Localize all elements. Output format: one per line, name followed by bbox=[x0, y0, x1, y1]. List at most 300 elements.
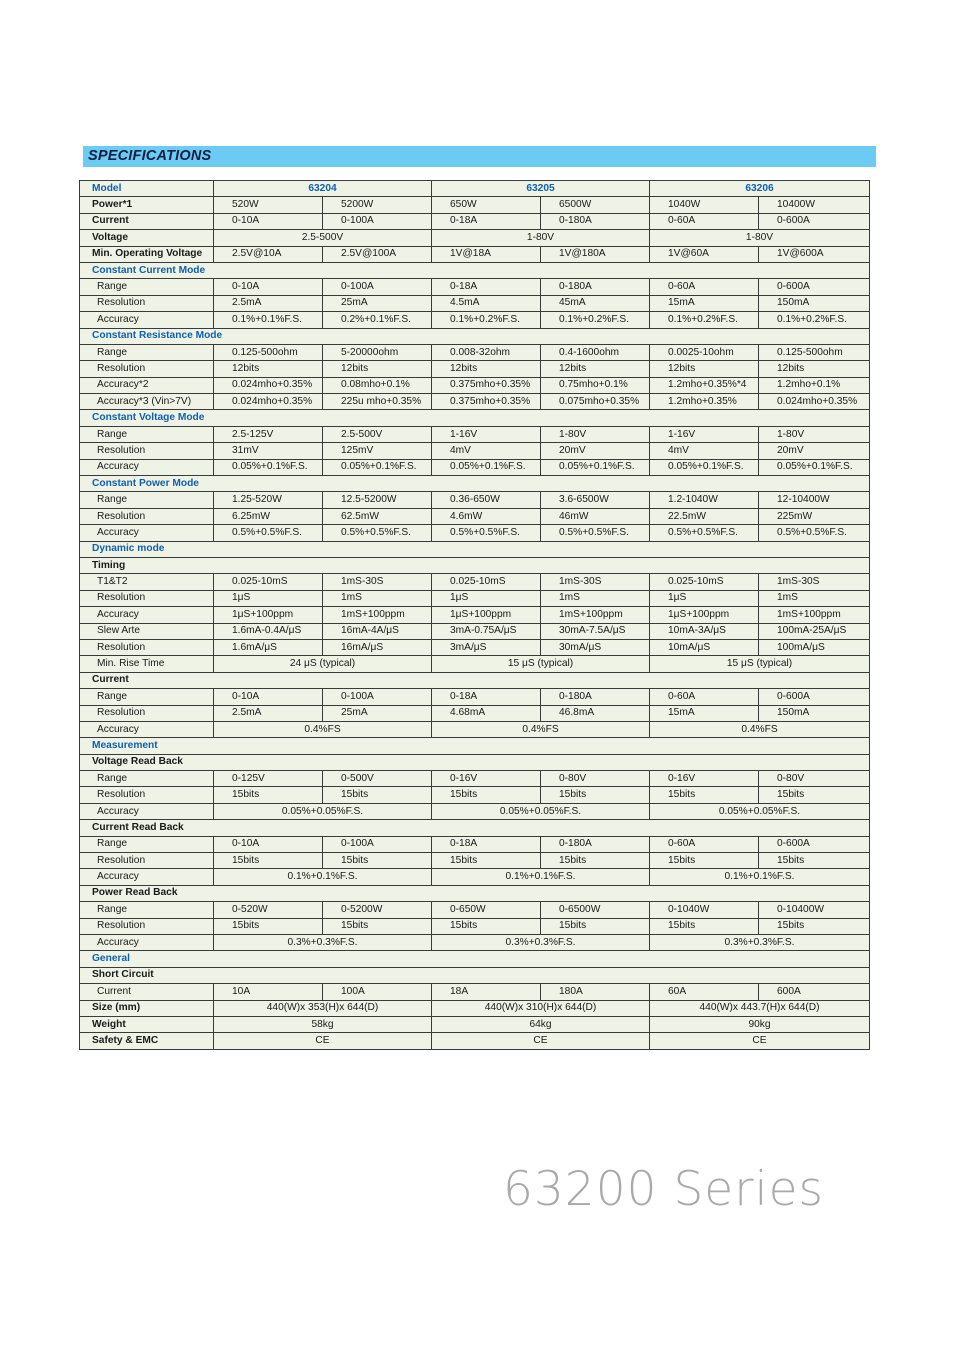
table-cell: 0-180A bbox=[541, 689, 650, 705]
table-cell: 0.5%+0.5%F.S. bbox=[214, 525, 323, 541]
row-label: Voltage Read Back bbox=[80, 754, 870, 770]
section-label: Constant Power Mode bbox=[80, 476, 870, 492]
table-cell: 5-20000ohm bbox=[323, 344, 432, 360]
section-row bbox=[80, 262, 870, 278]
table-row bbox=[80, 984, 870, 1000]
table-cell: 180A bbox=[541, 984, 650, 1000]
table-cell: 1-16V bbox=[650, 426, 759, 442]
section-row bbox=[80, 410, 870, 426]
table-row bbox=[80, 508, 870, 524]
row-label: Range bbox=[80, 492, 214, 508]
table-cell: 0-16V bbox=[432, 771, 541, 787]
table-cell: 0-18A bbox=[432, 279, 541, 295]
table-cell: 0-18A bbox=[432, 836, 541, 852]
table-cell: 0.5%+0.5%F.S. bbox=[759, 525, 870, 541]
row-label: Resolution bbox=[80, 361, 214, 377]
table-row bbox=[80, 639, 870, 655]
table-cell: 1mS-30S bbox=[541, 574, 650, 590]
table-cell: 15 μS (typical) bbox=[650, 656, 870, 672]
table-cell: 0.05%+0.1%F.S. bbox=[541, 459, 650, 475]
table-cell: 15bits bbox=[323, 787, 432, 803]
table-row bbox=[80, 918, 870, 934]
table-cell: 2.5-125V bbox=[214, 426, 323, 442]
table-cell: 25mA bbox=[323, 705, 432, 721]
table-cell: 2.5V@10A bbox=[214, 246, 323, 262]
table-cell: 0.125-500ohm bbox=[759, 344, 870, 360]
table-cell: 0.024mho+0.35% bbox=[214, 377, 323, 393]
table-cell: 0.05%+0.1%F.S. bbox=[650, 459, 759, 475]
row-label: T1&T2 bbox=[80, 574, 214, 590]
table-cell: 1.2mho+0.1% bbox=[759, 377, 870, 393]
group-row bbox=[80, 967, 870, 983]
table-cell: 440(W)x 443.7(H)x 644(D) bbox=[650, 1000, 870, 1016]
row-label: Range bbox=[80, 771, 214, 787]
table-cell: 0.1%+0.1%F.S. bbox=[214, 312, 323, 328]
table-cell: 15 μS (typical) bbox=[432, 656, 650, 672]
table-cell: 6500W bbox=[541, 197, 650, 213]
table-row bbox=[80, 1000, 870, 1016]
table-cell: 15bits bbox=[323, 918, 432, 934]
row-label: Range bbox=[80, 689, 214, 705]
table-cell: 2.5mA bbox=[214, 295, 323, 311]
table-cell: 1.2mho+0.35% bbox=[650, 394, 759, 410]
row-label: Range bbox=[80, 279, 214, 295]
table-cell: 15bits bbox=[541, 853, 650, 869]
table-cell: 0-100A bbox=[323, 279, 432, 295]
table-row bbox=[80, 902, 870, 918]
table-row bbox=[80, 394, 870, 410]
table-cell: 0.08mho+0.1% bbox=[323, 377, 432, 393]
group-row bbox=[80, 557, 870, 573]
group-row bbox=[80, 672, 870, 688]
table-cell: 0.3%+0.3%F.S. bbox=[214, 934, 432, 950]
table-cell: 0.025-10mS bbox=[214, 574, 323, 590]
row-label: Short Circuit bbox=[80, 967, 870, 983]
table-cell: 650W bbox=[432, 197, 541, 213]
table-cell: 0-10A bbox=[214, 836, 323, 852]
table-cell: 1μS+100ppm bbox=[432, 607, 541, 623]
table-cell: 1V@180A bbox=[541, 246, 650, 262]
row-label: Current bbox=[80, 984, 214, 1000]
table-cell: 15bits bbox=[432, 853, 541, 869]
table-cell: 12.5-5200W bbox=[323, 492, 432, 508]
table-cell: 12bits bbox=[214, 361, 323, 377]
table-cell: 0-180A bbox=[541, 279, 650, 295]
row-label: Min. Rise Time bbox=[80, 656, 214, 672]
table-cell: 0.5%+0.5%F.S. bbox=[650, 525, 759, 541]
row-label: Range bbox=[80, 902, 214, 918]
table-cell: 25mA bbox=[323, 295, 432, 311]
row-label: Current bbox=[80, 213, 214, 229]
table-cell: 64kg bbox=[432, 1016, 650, 1032]
table-cell: 0.05%+0.05%F.S. bbox=[214, 803, 432, 819]
table-cell: 58kg bbox=[214, 1016, 432, 1032]
row-label: Accuracy bbox=[80, 607, 214, 623]
table-cell: 0.3%+0.3%F.S. bbox=[432, 934, 650, 950]
table-cell: 1-16V bbox=[432, 426, 541, 442]
table-cell: 1mS-30S bbox=[323, 574, 432, 590]
table-cell: 0.4%FS bbox=[432, 721, 650, 737]
table-cell: 0-600A bbox=[759, 689, 870, 705]
table-row bbox=[80, 853, 870, 869]
table-cell: 0.025-10mS bbox=[650, 574, 759, 590]
table-row bbox=[80, 787, 870, 803]
table-cell: 1.6mA/μS bbox=[214, 639, 323, 655]
table-cell: 440(W)x 310(H)x 644(D) bbox=[432, 1000, 650, 1016]
table-cell: 1V@600A bbox=[759, 246, 870, 262]
model-header: 63204 bbox=[214, 181, 432, 197]
table-cell: 15bits bbox=[541, 918, 650, 934]
section-row bbox=[80, 541, 870, 557]
table-row bbox=[80, 1016, 870, 1032]
table-cell: 15bits bbox=[214, 853, 323, 869]
table-cell: 3mA-0.75A/μS bbox=[432, 623, 541, 639]
table-cell: 0-18A bbox=[432, 213, 541, 229]
table-cell: 0-60A bbox=[650, 213, 759, 229]
table-cell: 12bits bbox=[323, 361, 432, 377]
table-cell: 150mA bbox=[759, 705, 870, 721]
row-label: Range bbox=[80, 426, 214, 442]
row-label: Resolution bbox=[80, 590, 214, 606]
table-cell: 24 μS (typical) bbox=[214, 656, 432, 672]
table-cell: 0-100A bbox=[323, 213, 432, 229]
table-row bbox=[80, 213, 870, 229]
table-cell: 45mA bbox=[541, 295, 650, 311]
table-cell: 0.1%+0.2%F.S. bbox=[432, 312, 541, 328]
section-label: Constant Voltage Mode bbox=[80, 410, 870, 426]
table-cell: 0-18A bbox=[432, 689, 541, 705]
table-cell: 10400W bbox=[759, 197, 870, 213]
table-cell: 0.375mho+0.35% bbox=[432, 394, 541, 410]
table-cell: CE bbox=[650, 1033, 870, 1049]
table-cell: 60A bbox=[650, 984, 759, 1000]
table-cell: 15bits bbox=[650, 918, 759, 934]
table-cell: 1.6mA-0.4A/μS bbox=[214, 623, 323, 639]
table-cell: 16mA/μS bbox=[323, 639, 432, 655]
table-cell: 440(W)x 353(H)x 644(D) bbox=[214, 1000, 432, 1016]
table-cell: 4.5mA bbox=[432, 295, 541, 311]
table-cell: 520W bbox=[214, 197, 323, 213]
table-cell: 0-6500W bbox=[541, 902, 650, 918]
table-cell: 16mA-4A/μS bbox=[323, 623, 432, 639]
table-cell: 0.1%+0.2%F.S. bbox=[650, 312, 759, 328]
table-cell: 0-520W bbox=[214, 902, 323, 918]
table-cell: 1V@60A bbox=[650, 246, 759, 262]
table-cell: 125mV bbox=[323, 443, 432, 459]
table-cell: 0.05%+0.1%F.S. bbox=[759, 459, 870, 475]
table-cell: 0-60A bbox=[650, 836, 759, 852]
table-row bbox=[80, 574, 870, 590]
row-label: Accuracy bbox=[80, 869, 214, 885]
table-cell: 1μS+100ppm bbox=[650, 607, 759, 623]
table-row bbox=[80, 377, 870, 393]
table-cell: 15bits bbox=[650, 853, 759, 869]
row-label: Resolution bbox=[80, 443, 214, 459]
table-cell: 15mA bbox=[650, 705, 759, 721]
table-cell: 0.1%+0.1%F.S. bbox=[432, 869, 650, 885]
table-cell: 1-80V bbox=[541, 426, 650, 442]
model-header: 63206 bbox=[650, 181, 870, 197]
table-cell: 22.5mW bbox=[650, 508, 759, 524]
table-cell: 1mS bbox=[541, 590, 650, 606]
section-row bbox=[80, 738, 870, 754]
table-cell: 1.2-1040W bbox=[650, 492, 759, 508]
row-label: Power Read Back bbox=[80, 885, 870, 901]
table-cell: 15bits bbox=[432, 918, 541, 934]
table-cell: 0-500V bbox=[323, 771, 432, 787]
table-row bbox=[80, 1033, 870, 1049]
table-cell: 0.024mho+0.35% bbox=[759, 394, 870, 410]
table-cell: 46.8mA bbox=[541, 705, 650, 721]
table-row bbox=[80, 443, 870, 459]
table-cell: 1μS bbox=[214, 590, 323, 606]
table-cell: 12bits bbox=[759, 361, 870, 377]
table-cell: 150mA bbox=[759, 295, 870, 311]
table-cell: 1mS+100ppm bbox=[759, 607, 870, 623]
row-label: Accuracy*2 bbox=[80, 377, 214, 393]
table-cell: 12bits bbox=[432, 361, 541, 377]
row-label: Resolution bbox=[80, 853, 214, 869]
table-cell: 0.1%+0.2%F.S. bbox=[541, 312, 650, 328]
table-cell: 6.25mW bbox=[214, 508, 323, 524]
table-cell: 1mS bbox=[759, 590, 870, 606]
table-cell: 0-5200W bbox=[323, 902, 432, 918]
table-cell: 46mW bbox=[541, 508, 650, 524]
table-cell: 2.5V@100A bbox=[323, 246, 432, 262]
table-cell: 0-180A bbox=[541, 213, 650, 229]
row-label: Accuracy bbox=[80, 934, 214, 950]
table-cell: 0.4%FS bbox=[650, 721, 870, 737]
table-row bbox=[80, 623, 870, 639]
section-row bbox=[80, 476, 870, 492]
table-cell: 0.0025-10ohm bbox=[650, 344, 759, 360]
table-cell: 0.05%+0.1%F.S. bbox=[214, 459, 323, 475]
table-cell: 1mS-30S bbox=[759, 574, 870, 590]
specifications-heading: SPECIFICATIONS bbox=[88, 148, 212, 164]
table-cell: 15bits bbox=[214, 787, 323, 803]
table-cell: 0.05%+0.05%F.S. bbox=[650, 803, 870, 819]
row-label: Accuracy*3 (Vin>7V) bbox=[80, 394, 214, 410]
table-cell: 15bits bbox=[541, 787, 650, 803]
table-cell: 20mV bbox=[759, 443, 870, 459]
table-cell: 100mA-25A/μS bbox=[759, 623, 870, 639]
model-header: 63205 bbox=[432, 181, 650, 197]
table-cell: 31mV bbox=[214, 443, 323, 459]
row-label: Accuracy bbox=[80, 525, 214, 541]
table-row bbox=[80, 836, 870, 852]
table-cell: 0.5%+0.5%F.S. bbox=[323, 525, 432, 541]
table-row bbox=[80, 279, 870, 295]
table-row bbox=[80, 656, 870, 672]
table-cell: 225mW bbox=[759, 508, 870, 524]
table-row bbox=[80, 197, 870, 213]
table-cell: 0.125-500ohm bbox=[214, 344, 323, 360]
table-cell: 0-100A bbox=[323, 689, 432, 705]
table-cell: 0.36-650W bbox=[432, 492, 541, 508]
table-row bbox=[80, 590, 870, 606]
table-cell: 225u mho+0.35% bbox=[323, 394, 432, 410]
table-cell: 15bits bbox=[214, 918, 323, 934]
table-cell: 0.1%+0.2%F.S. bbox=[759, 312, 870, 328]
table-cell: 0-60A bbox=[650, 279, 759, 295]
table-cell: 90kg bbox=[650, 1016, 870, 1032]
specifications-banner bbox=[83, 146, 876, 167]
table-cell: 0.5%+0.5%F.S. bbox=[541, 525, 650, 541]
table-row bbox=[80, 934, 870, 950]
table-cell: 0.024mho+0.35% bbox=[214, 394, 323, 410]
row-label: Range bbox=[80, 344, 214, 360]
table-cell: 15bits bbox=[759, 853, 870, 869]
table-cell: 1μS bbox=[432, 590, 541, 606]
row-label: Min. Operating Voltage bbox=[80, 246, 214, 262]
table-cell: 0.375mho+0.35% bbox=[432, 377, 541, 393]
table-row bbox=[80, 426, 870, 442]
table-cell: 0.05%+0.05%F.S. bbox=[432, 803, 650, 819]
table-cell: 1mS bbox=[323, 590, 432, 606]
table-cell: 2.5-500V bbox=[323, 426, 432, 442]
table-cell: CE bbox=[432, 1033, 650, 1049]
table-row bbox=[80, 705, 870, 721]
section-label: Measurement bbox=[80, 738, 870, 754]
row-label: Size (mm) bbox=[80, 1000, 214, 1016]
row-label: Current Read Back bbox=[80, 820, 870, 836]
table-cell: 4.68mA bbox=[432, 705, 541, 721]
table-cell: 1040W bbox=[650, 197, 759, 213]
table-row bbox=[80, 721, 870, 737]
table-row bbox=[80, 295, 870, 311]
section-row bbox=[80, 951, 870, 967]
table-row bbox=[80, 181, 870, 197]
table-cell: 4.6mW bbox=[432, 508, 541, 524]
table-cell: 2.5mA bbox=[214, 705, 323, 721]
table-cell: 0-180A bbox=[541, 836, 650, 852]
table-cell: 0.4-1600ohm bbox=[541, 344, 650, 360]
table-cell: 0-80V bbox=[541, 771, 650, 787]
table-cell: 0.025-10mS bbox=[432, 574, 541, 590]
table-cell: 0.05%+0.1%F.S. bbox=[323, 459, 432, 475]
row-label: Resolution bbox=[80, 295, 214, 311]
table-row bbox=[80, 361, 870, 377]
table-cell: 0.1%+0.1%F.S. bbox=[214, 869, 432, 885]
table-cell: 1V@18A bbox=[432, 246, 541, 262]
table-row bbox=[80, 344, 870, 360]
table-cell: 10mA/μS bbox=[650, 639, 759, 655]
table-cell: 0.4%FS bbox=[214, 721, 432, 737]
table-cell: 3mA/μS bbox=[432, 639, 541, 655]
table-row bbox=[80, 459, 870, 475]
table-cell: 1-80V bbox=[650, 230, 870, 246]
table-cell: 1mS+100ppm bbox=[323, 607, 432, 623]
row-label: Weight bbox=[80, 1016, 214, 1032]
row-label: Voltage bbox=[80, 230, 214, 246]
table-cell: 0.5%+0.5%F.S. bbox=[432, 525, 541, 541]
table-row bbox=[80, 312, 870, 328]
table-cell: 0-10A bbox=[214, 279, 323, 295]
row-label: Resolution bbox=[80, 787, 214, 803]
row-label: Range bbox=[80, 836, 214, 852]
section-label: Constant Resistance Mode bbox=[80, 328, 870, 344]
table-cell: 100mA/μS bbox=[759, 639, 870, 655]
table-cell: 30mA-7.5A/μS bbox=[541, 623, 650, 639]
table-cell: 62.5mW bbox=[323, 508, 432, 524]
table-cell: 0.075mho+0.35% bbox=[541, 394, 650, 410]
table-cell: 1.2mho+0.35%*4 bbox=[650, 377, 759, 393]
row-label: Accuracy bbox=[80, 803, 214, 819]
table-cell: 0-60A bbox=[650, 689, 759, 705]
table-row bbox=[80, 246, 870, 262]
table-cell: 0-80V bbox=[759, 771, 870, 787]
table-cell: 600A bbox=[759, 984, 870, 1000]
table-cell: 0-600A bbox=[759, 213, 870, 229]
section-label: Dynamic mode bbox=[80, 541, 870, 557]
table-cell: 15mA bbox=[650, 295, 759, 311]
table-cell: CE bbox=[214, 1033, 432, 1049]
table-cell: 1μS bbox=[650, 590, 759, 606]
table-row bbox=[80, 492, 870, 508]
row-label: Timing bbox=[80, 557, 870, 573]
table-cell: 0-600A bbox=[759, 279, 870, 295]
table-cell: 3.6-6500W bbox=[541, 492, 650, 508]
table-cell: 0-125V bbox=[214, 771, 323, 787]
table-cell: 0.05%+0.1%F.S. bbox=[432, 459, 541, 475]
table-cell: 30mA/μS bbox=[541, 639, 650, 655]
row-label: Power*1 bbox=[80, 197, 214, 213]
table-cell: 0.75mho+0.1% bbox=[541, 377, 650, 393]
table-row bbox=[80, 525, 870, 541]
table-cell: 0-1040W bbox=[650, 902, 759, 918]
table-row bbox=[80, 607, 870, 623]
table-cell: 12bits bbox=[650, 361, 759, 377]
table-cell: 0-10A bbox=[214, 213, 323, 229]
group-row bbox=[80, 820, 870, 836]
table-cell: 0-16V bbox=[650, 771, 759, 787]
table-cell: 0-650W bbox=[432, 902, 541, 918]
table-cell: 1mS+100ppm bbox=[541, 607, 650, 623]
table-cell: 5200W bbox=[323, 197, 432, 213]
table-cell: 12-10400W bbox=[759, 492, 870, 508]
table-cell: 0.2%+0.1%F.S. bbox=[323, 312, 432, 328]
table-cell: 12bits bbox=[541, 361, 650, 377]
table-cell: 0.008-32ohm bbox=[432, 344, 541, 360]
table-cell: 10mA-3A/μS bbox=[650, 623, 759, 639]
table-cell: 15bits bbox=[650, 787, 759, 803]
spec-table bbox=[79, 180, 870, 1050]
section-label: General bbox=[80, 951, 870, 967]
table-cell: 4mV bbox=[432, 443, 541, 459]
table-cell: 0.1%+0.1%F.S. bbox=[650, 869, 870, 885]
table-cell: 0-10400W bbox=[759, 902, 870, 918]
row-label: Safety & EMC bbox=[80, 1033, 214, 1049]
row-label: Accuracy bbox=[80, 721, 214, 737]
table-cell: 0.3%+0.3%F.S. bbox=[650, 934, 870, 950]
table-cell: 1μS+100ppm bbox=[214, 607, 323, 623]
row-label: Resolution bbox=[80, 508, 214, 524]
table-cell: 1-80V bbox=[432, 230, 650, 246]
row-label: Current bbox=[80, 672, 870, 688]
table-cell: 15bits bbox=[759, 918, 870, 934]
row-label: Slew Arte bbox=[80, 623, 214, 639]
series-title: 63200 Series bbox=[503, 1162, 824, 1217]
row-label: Resolution bbox=[80, 705, 214, 721]
table-cell: 4mV bbox=[650, 443, 759, 459]
table-cell: 18A bbox=[432, 984, 541, 1000]
table-cell: 100A bbox=[323, 984, 432, 1000]
table-row bbox=[80, 869, 870, 885]
table-cell: 15bits bbox=[432, 787, 541, 803]
table-row bbox=[80, 230, 870, 246]
section-label: Constant Current Mode bbox=[80, 262, 870, 278]
table-cell: 0-100A bbox=[323, 836, 432, 852]
